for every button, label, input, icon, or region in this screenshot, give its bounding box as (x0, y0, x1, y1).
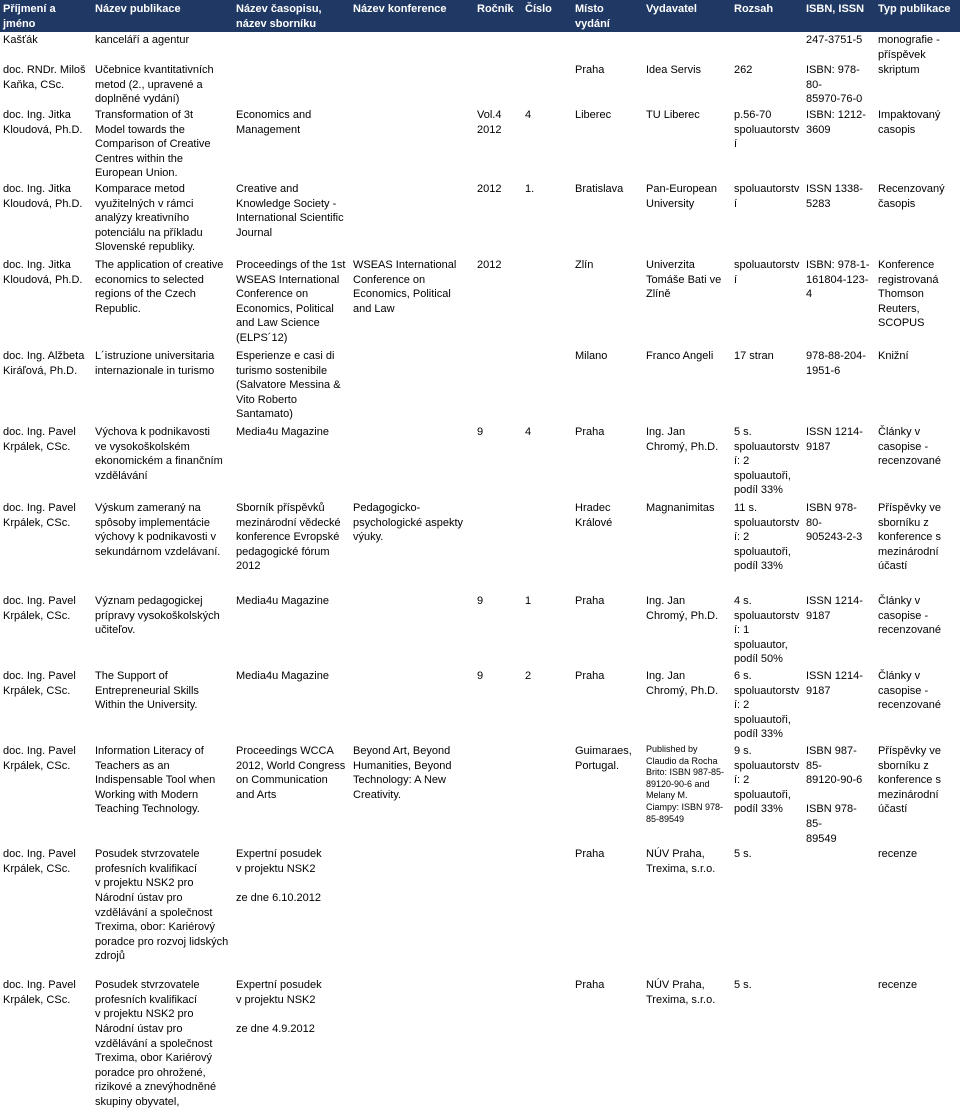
cell-extent: 11 s. spoluautorstv í: 2 spoluautoři, podíl 33% (734, 501, 800, 573)
table-row (0, 593, 960, 668)
cell-place: Praha (575, 848, 605, 861)
cell-type: Impaktovaný casopis (878, 108, 941, 136)
cell-extent: 5 s. (734, 848, 752, 861)
cell-author: doc. Ing. Pavel Krpálek, CSc. (3, 594, 76, 622)
cell-author: doc. Ing. Pavel Krpálek, CSc. (3, 744, 76, 772)
cell-journal: Media4u Magazine (236, 594, 329, 607)
cell-isbn: ISBN: 1212- 3609 (806, 108, 866, 136)
cell-journal: Expertní posudek v projektu NSK2 ze dne 6.10.2012 (236, 848, 322, 904)
header-journal: Název časopisu, název sborníku (233, 0, 350, 32)
cell-type: Recenzovaný časopis (878, 182, 945, 210)
cell-conference (350, 846, 474, 977)
cell-title: The Support of Entrepreneurial Skills Within the University. (95, 669, 199, 712)
cell-volume (474, 62, 522, 107)
cell-isbn: ISBN 987-85- 89120-90-6 ISBN 978-85- 89549 (806, 744, 863, 845)
cell-title: Učebnice kvantitativních metod (2., upravené a doplněné vydání) (95, 64, 214, 106)
cell-extent: 5 s. (734, 979, 752, 992)
cell-isbn: 247-3751-5 (806, 34, 863, 46)
header-author: Příjmení a jméno (0, 0, 92, 32)
table-row (0, 62, 960, 107)
cell-journal: Creative and Knowledge Society - International Scientific Journal (236, 182, 344, 239)
cell-title: Výskum zameraný na spôsoby implementácie výchovy k podnikavosti v sekundárnom vzdelávaní. (95, 501, 221, 558)
cell-extent: p.56-70 spoluautorstv í (734, 108, 800, 151)
cell-title: Výchova k podnikavosti ve vysokoškolském ekonomickém a finančním vzdělávání (95, 425, 223, 482)
cell-isbn (803, 846, 875, 977)
cell-publisher: TU Liberec (646, 108, 700, 121)
cell-journal (233, 62, 350, 107)
cell-isbn: ISBN 978-80- 905243-2-3 (806, 501, 863, 544)
cell-number (522, 743, 572, 846)
cell-conference: WSEAS International Conference on Economics, Political and Law (353, 258, 457, 315)
header-place: Místo vydání (572, 0, 643, 32)
cell-volume: 2012 (477, 182, 502, 195)
cell-journal: Media4u Magazine (236, 669, 329, 682)
cell-author: doc. RNDr. Miloš Kaňka, CSc. (3, 64, 86, 91)
cell-extent: 9 s. spoluautorstv í: 2 spoluautoři, podíl 33% (734, 744, 800, 816)
cell-volume (474, 32, 522, 62)
header-conference: Název konference (350, 0, 474, 32)
cell-place: Milano (575, 349, 608, 362)
cell-place: Praha (575, 425, 605, 438)
header-type: Typ publikace (875, 0, 960, 32)
cell-author: doc. Ing. Jitka Kloudová, Ph.D. (3, 182, 83, 210)
table-row (0, 257, 960, 348)
cell-conference: Beyond Art, Beyond Humanities, Beyond Technology: A New Creativity. (353, 744, 452, 801)
cell-isbn: ISSN 1338- 5283 (806, 182, 863, 210)
cell-extent: spoluautorstv í (734, 182, 800, 210)
header-publisher: Vydavatel (643, 0, 731, 32)
cell-title: kanceláří a agentur (95, 34, 190, 46)
cell-isbn: ISSN 1214- 9187 (806, 594, 863, 622)
cell-journal: Economics and Management (236, 108, 312, 136)
cell-place: Guimaraes, Portugal. (575, 744, 632, 772)
header-isbn: ISBN, ISSN (803, 0, 875, 32)
cell-type: Články v casopise - recenzované (878, 425, 941, 468)
cell-author: doc. Ing. Pavel Krpálek, CSc. (3, 979, 76, 1006)
cell-title: Information Literacy of Teachers as an Indispensable Tool when Working with Modern Teaching Technology. (95, 744, 216, 816)
cell-author: doc. Ing. Pavel Krpálek, CSc. (3, 669, 76, 697)
table-row (0, 500, 960, 593)
cell-isbn: ISSN 1214- 9187 (806, 425, 863, 453)
header-title: Název publikace (92, 0, 233, 32)
cell-journal: Media4u Magazine (236, 425, 329, 438)
table-row (0, 743, 960, 846)
cell-author: doc. Ing. Jitka Kloudová, Ph.D. (3, 258, 83, 286)
cell-author: Kašťák (3, 34, 38, 46)
cell-title: Komparace metod využitelných v rámci analýzy kreativního potenciálu na příkladu Slovenské republiky. (95, 182, 203, 254)
cell-conference (350, 977, 474, 1115)
table-row (0, 977, 960, 1115)
cell-journal: Expertní posudek v projektu NSK2 ze dne 4.9.2012 (236, 979, 322, 1035)
cell-isbn: ISSN 1214- 9187 (806, 669, 863, 697)
cell-volume (474, 348, 522, 424)
cell-place: Praha (575, 669, 605, 682)
cell-title: L´istruzione universitaria internazionale in turismo (95, 349, 215, 377)
header-number: Číslo (522, 0, 572, 32)
cell-type: Články v casopise - recenzované (878, 669, 941, 712)
cell-conference (350, 181, 474, 257)
header-volume: Ročník (474, 0, 522, 32)
cell-conference (350, 424, 474, 500)
cell-journal: Esperienze e casi di turismo sostenibile (Salvatore Messina & Vito Roberto Santamato) (236, 349, 341, 421)
cell-isbn: 978-88-204- 1951-6 (806, 349, 866, 377)
cell-publisher: Franco Angeli (646, 349, 714, 362)
cell-type: Knižní (878, 349, 909, 362)
cell-publisher: Magnanimitas (646, 501, 715, 514)
cell-title: Transformation of 3t Model towards the Comparison of Creative Centres within the European Union. (95, 108, 211, 180)
cell-volume: 9 (477, 669, 484, 682)
cell-extent: 6 s. spoluautorstv í: 2 spoluautoři, podíl 33% (734, 669, 800, 741)
cell-place (572, 32, 643, 62)
cell-place: Zlín (575, 258, 594, 271)
cell-place: Praha (575, 64, 605, 77)
cell-author: doc. Ing. Alžbeta Kiráľová, Ph.D. (3, 349, 85, 377)
cell-title: Posudek stvrzovatele profesních kvalifikací v projektu NSK2 pro Národní ústav pro vzdělávání a společnost Trexima, obor Kariérový poradce pro ohrožené, rizikové a znevýhodněné skupiny obyvatel, (95, 979, 217, 1108)
cell-conference (350, 348, 474, 424)
table-row (0, 181, 960, 257)
cell-type: skriptum (878, 64, 920, 77)
table-row (0, 348, 960, 424)
cell-publisher: Idea Servis (646, 64, 702, 77)
cell-journal: Proceedings of the 1st WSEAS International Conference on Economics, Political and Law Science (ELPS´12) (236, 258, 346, 344)
cell-place: Praha (575, 979, 605, 992)
cell-journal: Sborník příspěvků mezinárodní vědecké konference Evropské pedagogické fórum 2012 (236, 501, 341, 573)
cell-title: Význam pedagogickej prípravy vysokoškolských učiteľov. (95, 594, 220, 637)
cell-type: Příspěvky ve sborníku z konference s mezinárodní účastí (878, 744, 941, 816)
cell-extent: 262 (734, 64, 753, 77)
cell-type: monografie - příspěvek (878, 34, 940, 61)
cell-isbn: ISBN: 978-80- 85970-76-0 (806, 64, 863, 106)
cell-type: Konference registrovaná Thomson Reuters, SCOPUS (878, 258, 939, 330)
cell-publisher: Pan-European University (646, 182, 717, 210)
table-row (0, 846, 960, 977)
cell-extent: 17 stran (734, 349, 774, 362)
cell-volume (474, 743, 522, 846)
cell-journal: Proceedings WCCA 2012, World Congress on Communication and Arts (236, 744, 346, 801)
cell-type: recenze (878, 848, 918, 861)
cell-publisher: Ing. Jan Chromý, Ph.D. (646, 594, 719, 622)
cell-number (522, 846, 572, 977)
cell-conference (350, 32, 474, 62)
cell-volume: 2012 (477, 258, 502, 271)
cell-number: 1 (525, 594, 532, 607)
cell-conference (350, 668, 474, 743)
cell-type: Články v casopise - recenzované (878, 594, 941, 637)
cell-place: Praha (575, 594, 605, 607)
cell-isbn: ISBN: 978-1- 161804-123- 4 (806, 258, 870, 301)
cell-extent: 5 s. spoluautorstv í: 2 spoluautoři, podíl 33% (734, 425, 800, 497)
cell-publisher: NÚV Praha, Trexima, s.r.o. (646, 979, 716, 1006)
cell-conference: Pedagogicko- psychologické aspekty výuky. (353, 501, 464, 544)
cell-volume (474, 500, 522, 593)
table-row (0, 424, 960, 500)
cell-publisher: Ing. Jan Chromý, Ph.D. (646, 425, 719, 453)
cell-conference (350, 107, 474, 181)
cell-author: doc. Ing. Jitka Kloudová, Ph.D. (3, 108, 83, 136)
cell-volume (474, 846, 522, 977)
table-row (0, 668, 960, 743)
cell-isbn (803, 977, 875, 1115)
cell-conference (350, 593, 474, 668)
cell-number: 4 (525, 108, 532, 121)
cell-place: Hradec Králové (575, 501, 613, 529)
cell-extent: 4 s. spoluautorstv í: 1 spoluautor, podíl 50% (734, 594, 800, 666)
cell-title: Posudek stvrzovatele profesních kvalifikací v projektu NSK2 pro Národní ústav pro vzdělávání a společnost Trexima, obor: Kariérový poradce pro rozvoj lidských zdrojů (95, 848, 229, 963)
cell-number (522, 348, 572, 424)
cell-volume: 9 (477, 425, 484, 438)
cell-volume (474, 977, 522, 1115)
cell-number (522, 62, 572, 107)
cell-place: Bratislava (575, 182, 624, 195)
cell-volume: 9 (477, 594, 484, 607)
table-row (0, 107, 960, 181)
cell-author: doc. Ing. Pavel Krpálek, CSc. (3, 425, 76, 453)
cell-journal (233, 32, 350, 62)
cell-number (522, 32, 572, 62)
cell-author: doc. Ing. Pavel Krpálek, CSc. (3, 848, 76, 875)
cell-number (522, 257, 572, 348)
cell-number: 1. (525, 182, 535, 195)
cell-publisher (643, 32, 731, 62)
cell-place: Liberec (575, 108, 612, 121)
cell-conference (350, 62, 474, 107)
header-extent: Rozsah (731, 0, 803, 32)
table-row (0, 32, 960, 62)
cell-number (522, 500, 572, 593)
cell-number: 2 (525, 669, 532, 682)
cell-title: The application of creative economics to selected regions of the Czech Republic. (95, 258, 224, 315)
cell-number: 4 (525, 425, 532, 438)
cell-publisher: Published by Claudio da Rocha Brito: ISBN 987-85- 89120-90-6 and Melany M. Ciampy: ISBN 978- 85-89549 (646, 743, 725, 824)
header-row (0, 0, 960, 32)
cell-type: recenze (878, 979, 918, 992)
cell-publisher: Ing. Jan Chromý, Ph.D. (646, 669, 719, 697)
cell-extent: spoluautorstv í (734, 258, 800, 286)
cell-author: doc. Ing. Pavel Krpálek, CSc. (3, 501, 76, 529)
cell-publisher: Univerzita Tomáše Bati ve Zlíně (646, 258, 722, 301)
cell-publisher: NÚV Praha, Trexima, s.r.o. (646, 848, 716, 875)
cell-type: Příspěvky ve sborníku z konference s mezinárodní účastí (878, 501, 941, 573)
cell-number (522, 977, 572, 1115)
cell-extent (731, 32, 803, 62)
cell-volume: Vol.4 2012 (477, 108, 502, 136)
